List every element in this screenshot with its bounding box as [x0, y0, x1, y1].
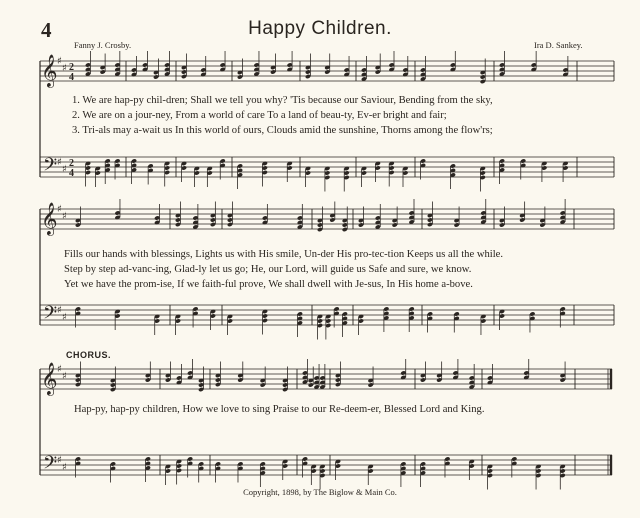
- sharp-icon: ♯: [62, 462, 67, 473]
- composer-credit: Ira D. Sankey.: [534, 40, 583, 50]
- verse-1-line-1: 1. We are hap-py chil-dren; Shall we tell you why? 'Tis because our Saviour, Bending from the sky,: [72, 95, 493, 106]
- verse-2-line-1: 2. We are on a jour-ney, From a world of care To a land of beau-ty, Ev-er bright and fair;: [72, 110, 447, 121]
- verse-3-line-2: Yet we have the prom-ise, If we faith-ful prove, We shall dwell with Je-sus, In His home a-bove.: [64, 279, 473, 290]
- time-signature-top: 2: [69, 158, 74, 169]
- bass-clef-icon: 𝄢: [43, 453, 58, 478]
- sharp-icon: ♯: [62, 371, 67, 382]
- sharp-icon: ♯: [57, 56, 62, 67]
- sharp-icon: ♯: [62, 164, 67, 175]
- treble-clef-icon: 𝄞: [41, 202, 58, 235]
- bass-clef-icon: 𝄢: [43, 303, 58, 328]
- sharp-icon: ♯: [57, 455, 62, 466]
- sharp-icon: ♯: [62, 63, 67, 74]
- time-signature-bottom: 4: [69, 72, 74, 83]
- bass-clef-icon: 𝄢: [43, 155, 58, 180]
- sharp-icon: ♯: [62, 312, 67, 323]
- page-number: 4: [41, 18, 52, 42]
- chorus-label: CHORUS.: [66, 350, 112, 360]
- sharp-icon: ♯: [57, 305, 62, 316]
- verse-3-line-1: 3. Tri-als may a-wait us In this world of ours, Clouds amid the sunshine, Thorns among the flow'rs;: [72, 125, 493, 136]
- verse-2-line-2: Step by step ad-vanc-ing, Glad-ly let us go; He, our Lord, will guide us Safe and sure, we know.: [64, 264, 472, 275]
- sharp-icon: ♯: [57, 204, 62, 215]
- chorus-lyric: Hap-py, hap-py children, How we love to sing Praise to our Re-deem-er, Blessed Lord and King.: [74, 404, 485, 415]
- sharp-icon: ♯: [57, 157, 62, 168]
- time-signature-top: 2: [69, 62, 74, 73]
- time-signature-bottom: 4: [69, 168, 74, 179]
- treble-clef-icon: 𝄞: [41, 54, 58, 87]
- lyricist-credit: Fanny J. Crosby.: [74, 40, 132, 50]
- copyright-notice: Copyright, 1898, by The Biglow & Main Co.: [243, 487, 397, 497]
- sharp-icon: ♯: [62, 211, 67, 222]
- sharp-icon: ♯: [57, 364, 62, 375]
- verse-1-line-2: Fills our hands with blessings, Lights us with His smile, Un-der His pro-tec-tion Keeps us all the while.: [64, 249, 504, 260]
- treble-clef-icon: 𝄞: [41, 362, 58, 395]
- hymn-title: Happy Children.: [248, 18, 392, 39]
